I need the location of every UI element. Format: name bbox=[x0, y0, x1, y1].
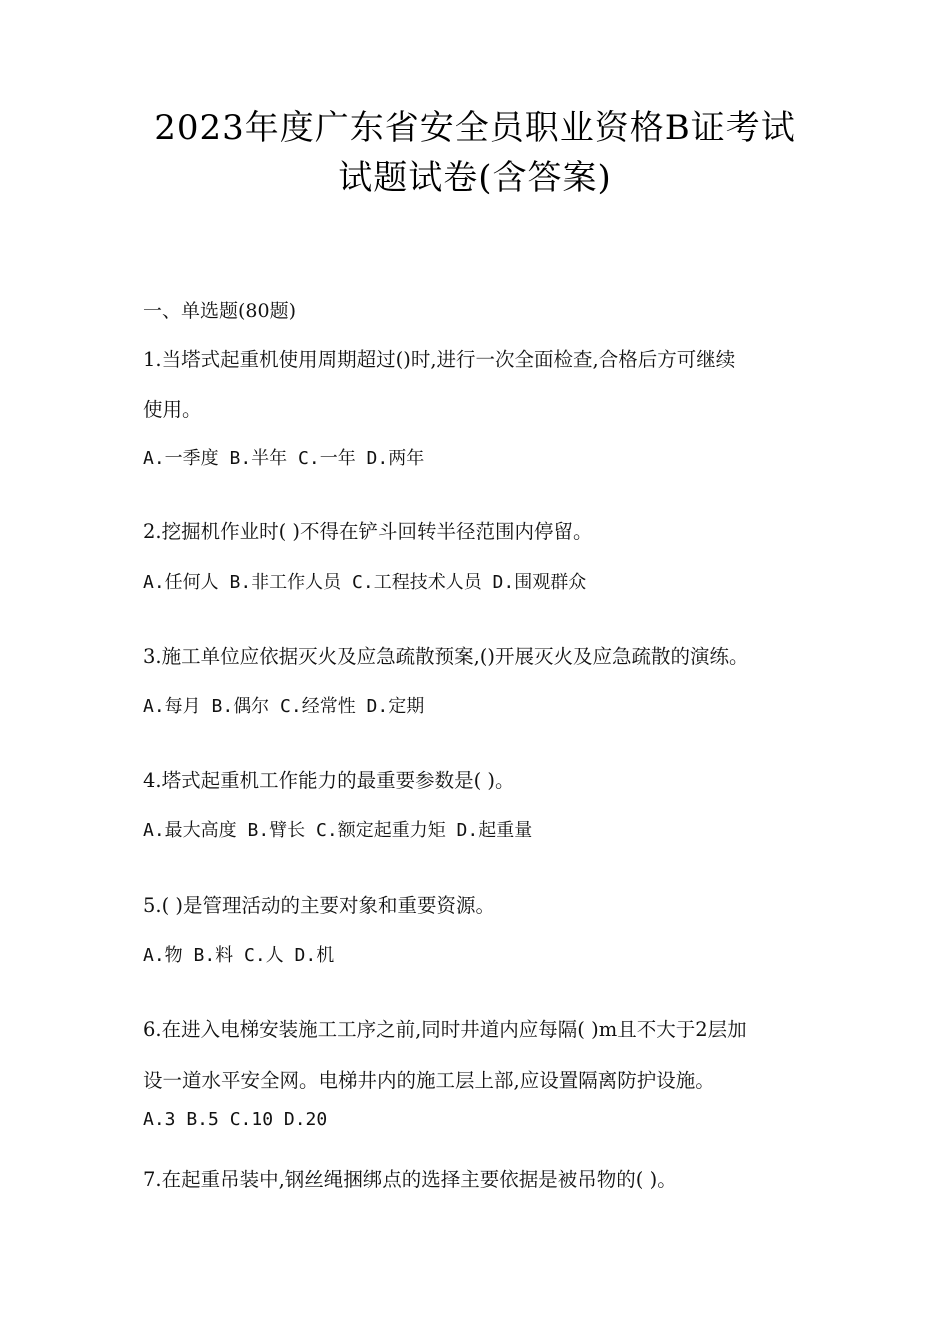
question-1-stem-line-1: 1.当塔式起重机使用周期超过()时,进行一次全面检查,合格后方可继续 bbox=[143, 348, 736, 371]
question-5-stem: 5.( )是管理活动的主要对象和重要资源。 bbox=[143, 894, 496, 917]
question-6-stem-line-2: 设一道水平安全网。电梯井内的施工层上部,应设置隔离防护设施。 bbox=[143, 1069, 715, 1092]
question-2-stem: 2.挖掘机作业时( )不得在铲斗回转半径范围内停留。 bbox=[143, 520, 593, 543]
question-3-stem: 3.施工单位应依据灭火及应急疏散预案,()开展灭火及应急疏散的演练。 bbox=[143, 645, 749, 668]
question-6-stem-line-1: 6.在进入电梯安装施工工序之前,同时井道内应每隔( )m且不大于2层加 bbox=[143, 1018, 747, 1041]
section-heading: 一、单选题(80题) bbox=[143, 300, 297, 322]
question-4-options: A.最大高度 B.臂长 C.额定起重力矩 D.起重量 bbox=[143, 820, 533, 841]
document-title-line-1: 2023年度广东省安全员职业资格B证考试 bbox=[154, 108, 796, 148]
question-7-stem: 7.在起重吊装中,钢丝绳捆绑点的选择主要依据是被吊物的( )。 bbox=[143, 1168, 677, 1191]
question-1-options: A.一季度 B.半年 C.一年 D.两年 bbox=[143, 448, 425, 469]
question-6-options: A.3 B.5 C.10 D.20 bbox=[143, 1109, 328, 1130]
question-3-options: A.每月 B.偶尔 C.经常性 D.定期 bbox=[143, 696, 425, 717]
document-title-line-2: 试题试卷(含答案) bbox=[338, 158, 612, 198]
question-5-options: A.物 B.料 C.人 D.机 bbox=[143, 945, 335, 966]
question-2-options: A.任何人 B.非工作人员 C.工程技术人员 D.围观群众 bbox=[143, 572, 587, 593]
question-4-stem: 4.塔式起重机工作能力的最重要参数是( )。 bbox=[143, 769, 515, 792]
question-1-stem-line-2: 使用。 bbox=[143, 398, 202, 421]
